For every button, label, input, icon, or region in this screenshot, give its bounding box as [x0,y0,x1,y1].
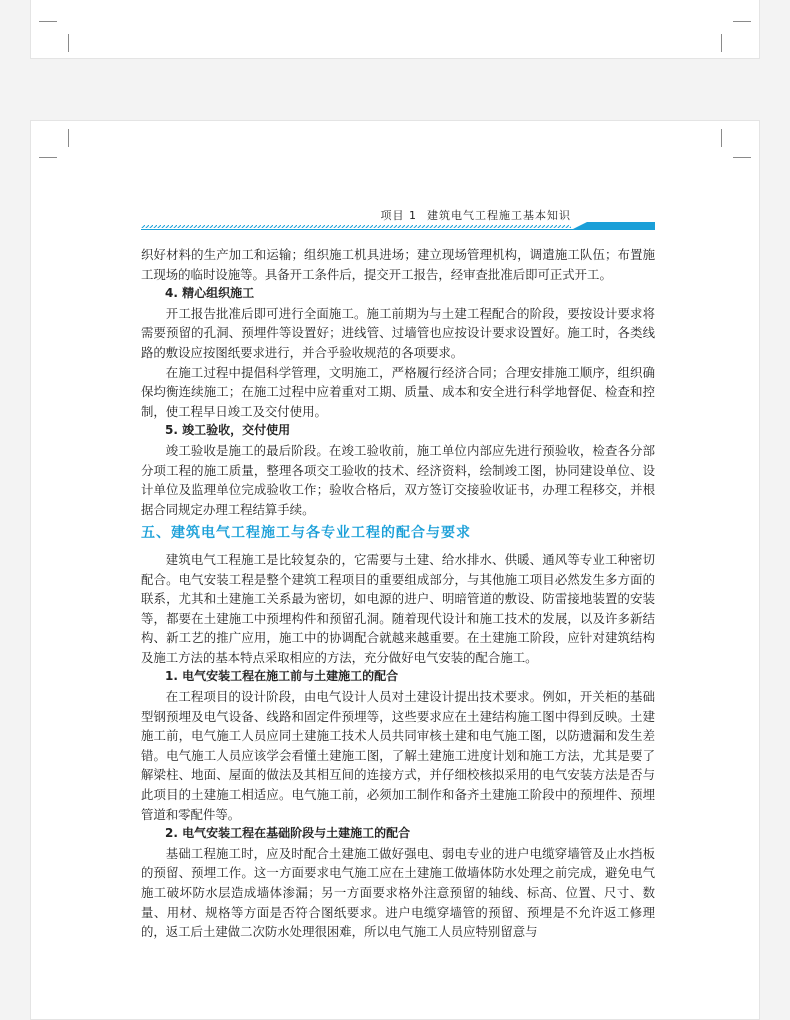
crop-mark [68,34,69,52]
subheading-2: 2. 电气安装工程在基础阶段与土建施工的配合 [165,826,411,841]
paragraph: 竣工验收是施工的最后阶段。在竣工验收前，施工单位内部应先进行预验收，检查各分部分项工程的施工质量，整理各项交工验收的技术、经济资料，绘制竣工图，协同建设单位、设计单位及监理单位完成验收工作；验收合格后，双方签订交接验收证书，办理工程移交，并根据合同规定办理工程结算手续。 [141,442,655,517]
previous-page [30,0,760,59]
crop-mark [721,129,722,147]
section-heading: 五、建筑电气工程施工与各专业工程的配合与要求 [141,525,471,542]
crop-mark [39,157,57,158]
crop-mark [733,21,751,22]
subheading-5: 5. 竣工验收，交付使用 [165,423,291,438]
crop-mark [68,129,69,147]
paragraph: 织好材料的生产加工和运输；组织施工机具进场；建立现场管理机构，调遣施工队伍；布置施工现场的临时设施等。具备开工条件后，提交开工报告，经审查批准后即可正式开工。 [141,247,655,282]
header-decoration-bar [141,221,655,231]
header-project-number: 项目 1 [380,209,417,222]
paragraph: 在施工过程中提倡科学管理，文明施工，严格履行经济合同；合理安排施工顺序，组织确保均衡连续施工；在施工过程中应着重对工期、质量、成本和安全进行科学地督促、检查和控制，使工程早日竣工及交付使用。 [141,364,655,419]
running-header [141,205,655,231]
subheading-4: 4. 精心组织施工 [165,286,255,301]
paragraph: 建筑电气工程施工是比较复杂的，它需要与土建、给水排水、供暖、通风等专业工种密切配合。电气安装工程是整个建筑工程项目的重要组成部分，与其他施工项目必然发生多方面的联系，尤其和土建施工关系最为密切，如电源的进户、明暗管道的敷设、防雷接地装置的安装等，都要在土建施工中预埋构件和预留孔洞。随着现代设计和施工技术的发展，以及许多新结构、新工艺的推广应用，施工中的协调配合就越来越重要。在土建施工阶段，应针对建筑结构及施工方法的基本特点采取相应的方法，充分做好电气安装的配合施工。 [141,551,655,665]
crop-mark [39,21,57,22]
subheading-1: 1. 电气安装工程在施工前与土建施工的配合 [165,669,399,684]
crop-mark [721,34,722,52]
document-page [30,120,760,1020]
crop-mark [733,157,751,158]
page-body [141,245,655,942]
paragraph: 基础工程施工时，应及时配合土建施工做好强电、弱电专业的进户电缆穿墙管及止水挡板的预留、预埋工作。这一方面要求电气施工应在土建施工做墙体防水处理之前完成，避免电气施工破坏防水层造成墙体渗漏；另一方面要求格外注意预留的轴线、标高、位置、尺寸、数量、用材、规格等方面是否符合图纸要求。进户电缆穿墙管的预留、预埋是不允许返工修理的，返工后土建做二次防水处理很困难，所以电气施工人员应特别留意与 [141,845,655,940]
paragraph: 在工程项目的设计阶段，由电气设计人员对土建设计提出技术要求。例如，开关柜的基础型钢预埋及电气设备、线路和固定件预埋等，这些要求应在土建结构施工图中得到反映。土建施工前，电气施工人员应同土建施工技术人员共同审核土建和电气施工图，以防遗漏和发生差错。电气施工人员应该学会看懂土建施工图，了解土建施工进度计划和施工方法，尤其是要了解梁柱、地面、屋面的做法及其相互间的连接方式，并仔细校核拟采用的电气安装方法是否与此项目的土建施工相适应。电气施工前，必须加工制作和备齐土建施工阶段中的预埋件、预埋管道和零配件等。 [141,689,655,822]
header-chapter-title: 建筑电气工程施工基本知识 [427,209,571,222]
paragraph: 开工报告批准后即可进行全面施工。施工前期为与土建工程配合的阶段，要按设计要求将需要预留的孔洞、预埋件等设置好；进线管、过墙管也应按设计要求设置好。施工时，各类线路的敷设应按图纸要求进行，并合乎验收规范的各项要求。 [141,305,655,360]
